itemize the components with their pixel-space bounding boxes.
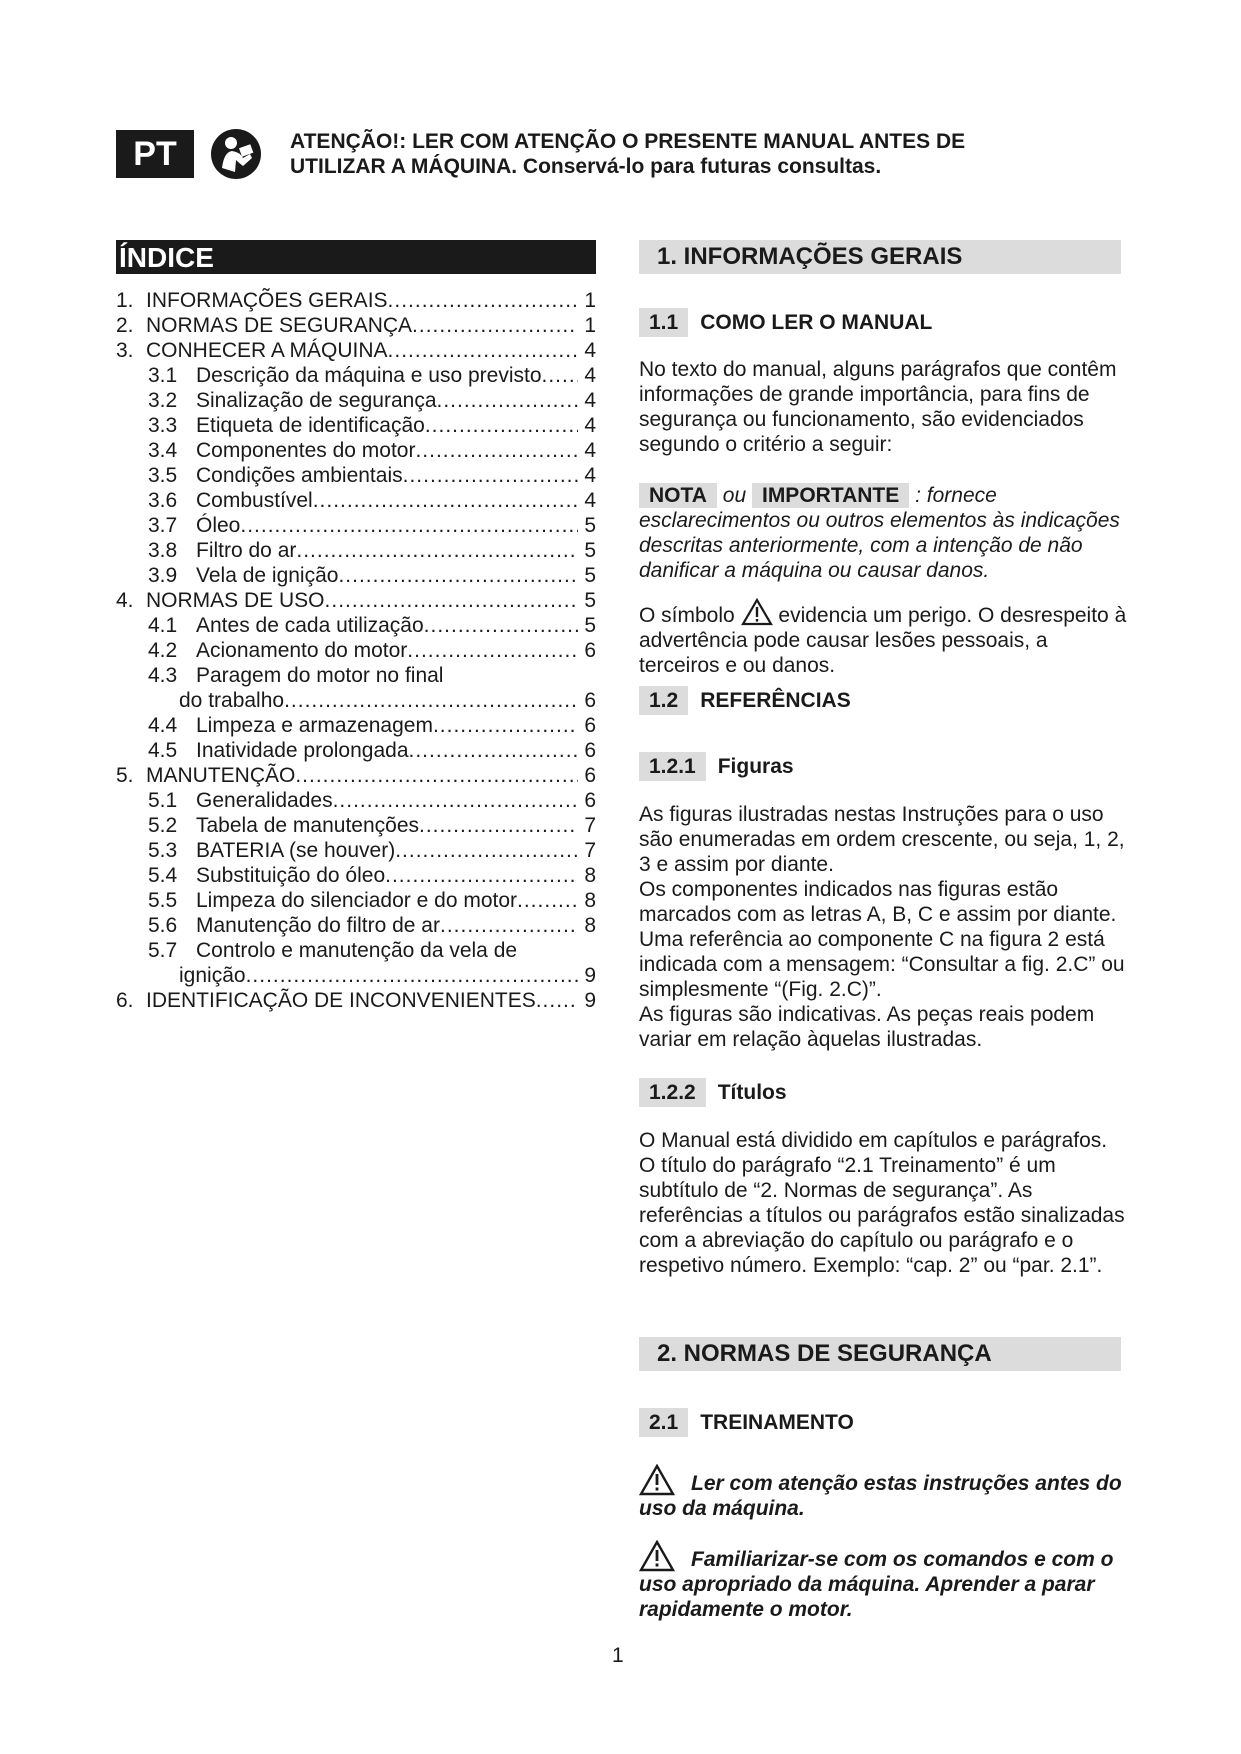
page-number: 1 — [612, 1644, 624, 1667]
toc-item-number: 4.1 — [148, 614, 178, 637]
toc-item-title: Manutenção do filtro de ar — [196, 914, 440, 937]
toc-item — [116, 438, 610, 463]
toc-item-page: 5 — [584, 589, 596, 612]
toc-item-number: 3.5 — [148, 464, 178, 487]
nota-tag: NOTA — [639, 483, 717, 508]
toc-item — [116, 288, 610, 313]
toc-item-title: Etiqueta de identificação — [196, 414, 425, 437]
toc-item-number: 3. — [116, 339, 134, 362]
toc-item — [116, 863, 610, 888]
toc-item — [116, 788, 610, 813]
toc-item-page: 7 — [584, 839, 596, 862]
toc-item-title: Limpeza do silenciador e do motor — [196, 889, 518, 912]
toc-item-number: 5.6 — [148, 914, 178, 937]
toc-item-page: 4 — [584, 364, 596, 387]
toc-item-title: Combustível — [196, 489, 313, 512]
paragraph-how-to-read: No texto do manual, alguns parágrafos que contêm informações de grande importância, para fins de segurança ou funcionamento, são evidenciados segundo o critério a seguir: — [639, 358, 1117, 456]
subsection-title: COMO LER O MANUAL — [700, 310, 933, 334]
toc-item-page: 9 — [584, 964, 596, 987]
toc-item-page: 4 — [584, 464, 596, 487]
toc-dot-leader — [542, 363, 578, 388]
toc-item-title: Antes de cada utilização — [196, 614, 424, 637]
table-of-contents — [116, 288, 610, 1013]
note-text: : fornece esclarecimentos ou outros elementos às indicações descritas anteriormente, com a intenção de não danificar a máquina ou causar danos. — [639, 484, 1120, 582]
subsection-1-2-heading — [639, 686, 851, 715]
toc-item-page: 4 — [584, 389, 596, 412]
toc-dot-leader — [412, 313, 578, 338]
toc-item — [116, 613, 610, 638]
toc-item-number: 4.5 — [148, 739, 178, 762]
importante-tag: IMPORTANTE — [752, 483, 909, 508]
toc-item-page: 6 — [584, 764, 596, 787]
toc-item — [116, 538, 610, 563]
toc-item-title: Controlo e manutenção da vela de — [196, 939, 518, 962]
toc-item — [116, 463, 610, 488]
toc-dot-leader — [333, 788, 578, 813]
toc-item — [116, 938, 610, 963]
toc-item-page: 5 — [584, 564, 596, 587]
toc-item-title: Sinalização de segurança — [196, 389, 437, 412]
toc-item — [116, 838, 610, 863]
language-badge: PT — [116, 130, 194, 178]
toc-item-title: Descrição da máquina e uso previsto — [196, 364, 542, 387]
toc-item — [116, 888, 610, 913]
toc-dot-leader — [296, 538, 578, 563]
toc-item-title: Condições ambientais — [196, 464, 403, 487]
toc-item-title: CONHECER A MÁQUINA — [146, 339, 388, 362]
toc-dot-leader — [407, 638, 578, 663]
toc-item — [116, 763, 610, 788]
toc-item — [116, 338, 610, 363]
subsection-number: 1.1 — [639, 308, 688, 337]
toc-dot-leader — [325, 588, 578, 613]
toc-item-title: Vela de ignição — [196, 564, 339, 587]
note-paragraph — [639, 483, 1124, 583]
toc-item — [116, 313, 610, 338]
toc-dot-leader — [295, 763, 578, 788]
toc-item — [116, 588, 610, 613]
warning-familiarize — [639, 1540, 1129, 1622]
toc-item-page: 4 — [584, 414, 596, 437]
toc-item — [116, 813, 610, 838]
toc-item-number: 5.2 — [148, 814, 178, 837]
toc-item-title: Substituição do óleo — [196, 864, 386, 887]
toc-item-page: 4 — [584, 489, 596, 512]
toc-item-page: 6 — [584, 789, 596, 812]
toc-item-page: 4 — [584, 439, 596, 462]
toc-item-number: 4.3 — [148, 664, 178, 687]
figures-paragraph — [639, 802, 1129, 1052]
toc-item-number: 5.7 — [148, 939, 178, 962]
toc-item-title: Óleo — [196, 514, 241, 537]
toc-dot-leader — [419, 813, 578, 838]
symbol-text-pre: O símbolo — [639, 604, 735, 627]
toc-item-title: Limpeza e armazenagem — [196, 714, 433, 737]
toc-item-title: MANUTENÇÃO — [146, 764, 296, 787]
toc-item-page: 5 — [584, 614, 596, 637]
read-manual-icon — [210, 128, 262, 180]
subsection-title: REFERÊNCIAS — [700, 688, 851, 712]
toc-item-number: 3.4 — [148, 439, 178, 462]
toc-item-continuation — [116, 688, 610, 713]
toc-item-title: Componentes do motor — [196, 439, 416, 462]
toc-item-page: 1 — [584, 314, 596, 337]
toc-item-number: 1. — [116, 289, 134, 312]
subsection-title: Títulos — [717, 1080, 787, 1104]
warning-triangle-icon — [639, 1464, 675, 1496]
section-1-title: 1. INFORMAÇÕES GERAIS — [639, 240, 1121, 274]
toc-item — [116, 713, 610, 738]
toc-item-number: 5.3 — [148, 839, 178, 862]
toc-item-number: 5.4 — [148, 864, 178, 887]
figures-p1: As figuras ilustradas nestas Instruções para o uso são enumeradas em ordem crescente, ou seja, 1, 2, 3 e assim por diante. — [639, 803, 1125, 876]
toc-item-title: NORMAS DE SEGURANÇA — [146, 314, 413, 337]
toc-item-page: 6 — [584, 714, 596, 737]
toc-dot-leader — [284, 688, 578, 713]
toc-item-number: 4.2 — [148, 639, 178, 662]
symbol-paragraph — [639, 598, 1129, 678]
warning-read-instructions — [639, 1464, 1129, 1521]
titles-paragraph: O Manual está dividido em capítulos e parágrafos. O título do parágrafo “2.1 Treinamento” é um subtítulo de “2. Normas de segurança”. As referências a títulos ou parágrafos estão sinalizadas com a abreviação do capítulo ou parágrafo e o respetivo número. Exemplo: “cap. 2” ou “par. 2.1”. — [639, 1129, 1125, 1277]
toc-item-title: Tabela de manutenções — [196, 814, 419, 837]
toc-dot-leader — [433, 713, 578, 738]
toc-dot-leader — [425, 413, 578, 438]
toc-item-title-continued: ignição — [179, 964, 246, 987]
section-2-title: 2. NORMAS DE SEGURANÇA — [639, 1337, 1121, 1371]
toc-item-number: 3.9 — [148, 564, 178, 587]
ou-text: ou — [722, 484, 747, 507]
symbol-text-post: evidencia um perigo. O desrespeito à advertência pode causar lesões pessoais, a terceiros e ou danos. — [639, 604, 1127, 677]
subsection-title: TREINAMENTO — [700, 1410, 854, 1434]
toc-dot-leader — [415, 438, 578, 463]
toc-item — [116, 488, 610, 513]
toc-item-page: 6 — [584, 639, 596, 662]
toc-item-number: 6. — [116, 989, 134, 1012]
toc-item-continuation — [116, 963, 610, 988]
toc-dot-leader — [388, 338, 578, 363]
toc-item-title: INFORMAÇÕES GERAIS — [146, 289, 388, 312]
toc-item-page: 9 — [584, 989, 596, 1012]
toc-item-page: 1 — [584, 289, 596, 312]
toc-item-title: Paragem do motor no final — [196, 664, 444, 687]
subsection-title: Figuras — [717, 754, 794, 778]
toc-item-title: IDENTIFICAÇÃO DE INCONVENIENTES — [146, 989, 536, 1012]
toc-item — [116, 913, 610, 938]
toc-title: ÍNDICE — [116, 240, 596, 274]
toc-item-number: 5. — [116, 764, 134, 787]
toc-dot-leader — [437, 388, 579, 413]
toc-item-number: 3.3 — [148, 414, 178, 437]
toc-item-page: 5 — [584, 539, 596, 562]
toc-item — [116, 413, 610, 438]
warning-triangle-icon — [741, 598, 773, 626]
subsection-1-2-2-heading — [639, 1078, 787, 1107]
warning-triangle-icon — [639, 1540, 675, 1572]
subsection-number: 1.2.2 — [639, 1078, 706, 1107]
toc-item-number: 2. — [116, 314, 134, 337]
toc-dot-leader — [403, 463, 578, 488]
toc-item-title: NORMAS DE USO — [146, 589, 325, 612]
toc-dot-leader — [440, 913, 578, 938]
toc-item-number: 5.5 — [148, 889, 178, 912]
toc-item-title: BATERIA (se houver) — [196, 839, 396, 862]
figures-p2: Os componentes indicados nas figuras estão marcados com as letras A, B, C e assim por diante. Uma referência ao componente C na figura 2 está indicada com a mensagem: “Consultar a fig. 2.C” ou simplesmente “(Fig. 2.C)”. — [639, 878, 1125, 1001]
toc-item-page: 8 — [584, 864, 596, 887]
subsection-number: 2.1 — [639, 1408, 688, 1437]
toc-item-title: Generalidades — [196, 789, 333, 812]
toc-item-page: 6 — [584, 739, 596, 762]
toc-item-page: 8 — [584, 889, 596, 912]
toc-item-number: 3.1 — [148, 364, 178, 387]
toc-dot-leader — [395, 838, 578, 863]
toc-item-title: Inatividade prolongada — [196, 739, 409, 762]
toc-item — [116, 563, 610, 588]
toc-dot-leader — [517, 888, 578, 913]
toc-item — [116, 663, 610, 688]
toc-dot-leader — [409, 738, 578, 763]
toc-dot-leader — [240, 513, 578, 538]
toc-dot-leader — [424, 613, 578, 638]
toc-item-number: 3.8 — [148, 539, 178, 562]
toc-item-number: 4. — [116, 589, 134, 612]
toc-item-page: 5 — [584, 514, 596, 537]
toc-dot-leader — [536, 988, 578, 1013]
toc-item-number: 4.4 — [148, 714, 178, 737]
toc-item — [116, 988, 610, 1013]
toc-item — [116, 513, 610, 538]
toc-item-number: 5.1 — [148, 789, 178, 812]
toc-item — [116, 638, 610, 663]
header-warning-line2: UTILIZAR A MÁQUINA. Conservá-lo para futuras consultas. — [290, 155, 882, 178]
warning-text: Ler com atenção estas instruções antes do uso da máquina. — [639, 1472, 1122, 1520]
toc-item-title: Acionamento do motor — [196, 639, 408, 662]
toc-item-number: 3.6 — [148, 489, 178, 512]
toc-item-number: 3.7 — [148, 514, 178, 537]
subsection-2-1-heading — [639, 1408, 854, 1437]
toc-item-page: 6 — [584, 689, 596, 712]
toc-item-page: 8 — [584, 914, 596, 937]
header-warning-line1: ATENÇÃO!: LER COM ATENÇÃO O PRESENTE MANUAL ANTES DE — [290, 130, 966, 153]
toc-item-number: 3.2 — [148, 389, 178, 412]
subsection-1-2-1-heading — [639, 752, 794, 781]
subsection-number: 1.2.1 — [639, 752, 706, 781]
figures-p3: As figuras são indicativas. As peças reais podem variar em relação àquelas ilustradas. — [639, 1003, 1095, 1051]
header-warning — [290, 129, 1070, 179]
subsection-number: 1.2 — [639, 686, 688, 715]
warning-text: Familiarizar-se com os comandos e com o uso apropriado da máquina. Aprender a parar rapidamente o motor. — [639, 1548, 1114, 1621]
toc-item-page: 7 — [584, 814, 596, 837]
toc-dot-leader — [385, 863, 578, 888]
toc-item-page: 4 — [584, 339, 596, 362]
toc-dot-leader — [313, 488, 578, 513]
subsection-1-1-heading — [639, 308, 932, 337]
toc-dot-leader — [388, 288, 578, 313]
toc-item — [116, 738, 610, 763]
toc-item-title: Filtro do ar — [196, 539, 297, 562]
toc-item-title-continued: do trabalho — [179, 689, 285, 712]
toc-item — [116, 363, 610, 388]
toc-item — [116, 388, 610, 413]
toc-dot-leader — [338, 563, 578, 588]
toc-dot-leader — [246, 963, 578, 988]
